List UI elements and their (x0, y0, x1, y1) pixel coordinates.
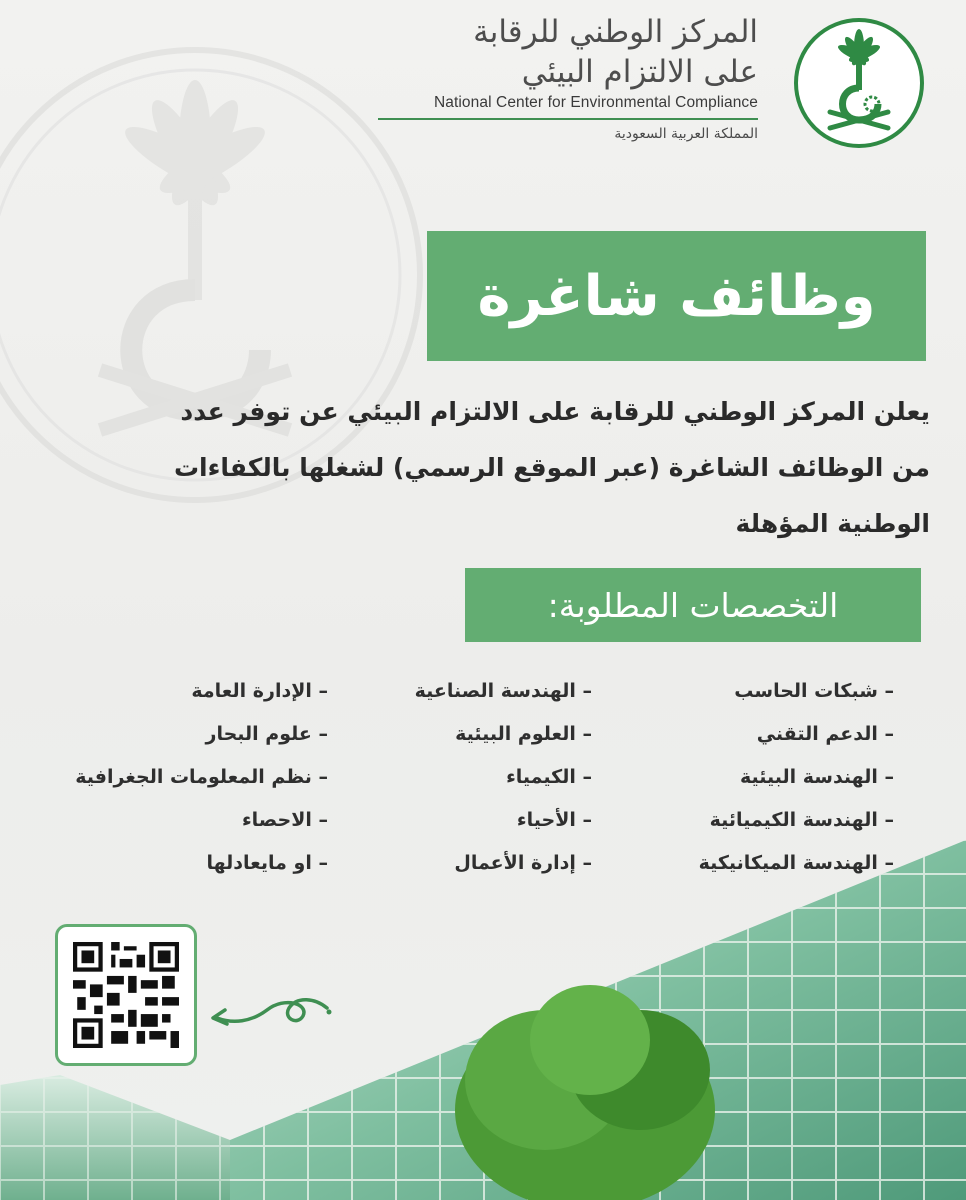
org-name-en: National Center for Environmental Compliance (433, 94, 758, 111)
org-country-ar: المملكة العربية السعودية (614, 126, 758, 142)
title-banner (427, 231, 926, 361)
list-item: – الهندسة الكيميائية (709, 809, 894, 831)
announcement-line: الوطنية المؤهلة (735, 509, 930, 538)
list-item: – الاحصاء (241, 809, 328, 831)
list-item: – الكيمياء (506, 766, 592, 788)
announcement-line: يعلن المركز الوطني للرقابة على الالتزام البيئي عن توفر عدد (180, 397, 930, 426)
list-item: – نظم المعلومات الجغرافية (75, 766, 328, 788)
logo-emblem-icon (792, 16, 926, 150)
page-title: وظائف شاغرة (477, 263, 876, 329)
curly-arrow-icon (205, 988, 335, 1038)
org-header (378, 12, 758, 142)
org-name-ar-line2: على الالتزام البيئي (521, 54, 758, 90)
section-title: التخصصات المطلوبة: (547, 585, 839, 625)
org-divider (378, 118, 758, 120)
qr-code-frame[interactable] (55, 924, 197, 1066)
list-item: – إدارة الأعمال (454, 852, 592, 874)
announcement-line: من الوظائف الشاغرة (عبر الموقع الرسمي) لشغلها بالكفاءات (173, 453, 930, 482)
list-item: – الهندسة الصناعية (414, 680, 592, 702)
announcement-text (170, 384, 930, 552)
list-item: – او مايعادلها (206, 852, 328, 874)
org-name-ar-line1: المركز الوطني للرقابة (473, 14, 758, 50)
qr-code-icon[interactable] (73, 942, 179, 1048)
list-item: – الهندسة الميكانيكية (698, 852, 894, 874)
list-item: – العلوم البيئية (455, 723, 592, 745)
list-item: – الأحياء (516, 809, 592, 831)
list-item: – الهندسة البيئية (739, 766, 894, 788)
list-item: – شبكات الحاسب (734, 680, 894, 702)
section-banner (465, 568, 921, 642)
list-item: – الدعم التقني (756, 723, 894, 745)
list-item: – الإدارة العامة (191, 680, 328, 702)
list-item: – علوم البحار (205, 723, 328, 745)
